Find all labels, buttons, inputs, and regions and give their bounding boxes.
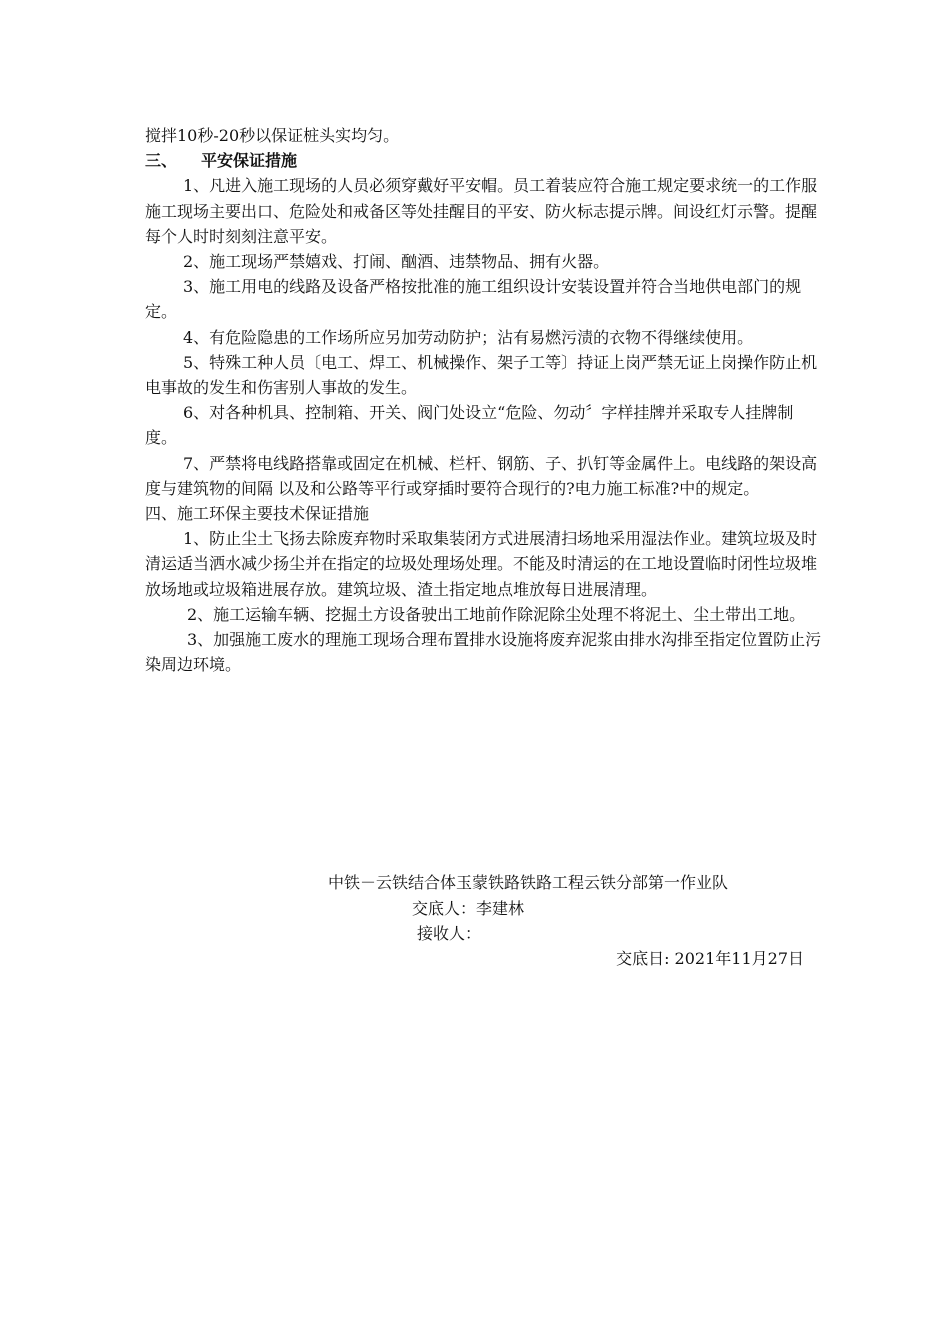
safety-item-7: 7、严禁将电线路搭靠或固定在机械、栏杆、钢筋、子、扒钉等金属件上。电线路的架设高度与建筑物的间隔 以及和公路等平行或穿插时要符合现行的?电力施工标准?中的规定。: [145, 453, 818, 498]
safety-item-1: 1、凡进入施工现场的人员必须穿戴好平安帽。员工着装应符合施工规定要求统一的工作服施工现场主要出口、危险处和戒备区等处挂醒目的平安、防火标志提示牌。间设红灯示警。提醒每个人时时刻刻注意平安。: [145, 176, 818, 246]
safety-item-2: 2、施工现场严禁嬉戏、打闹、酗酒、违禁物品、拥有火器。: [183, 252, 610, 272]
env-item-1: 1、防止尘土飞扬去除废弃物时采取集装闭方式进展清扫场地采用湿法作业。建筑垃圾及时清运适当洒水减少扬尘并在指定的垃圾处理场处理。不能及时清运的在工地设置临时闭性垃圾堆放场地或垃圾箱进展存放。建筑垃圾、渣土指定地点堆放每日进展清理。: [145, 529, 818, 599]
env-item-2: 2、施工运输车辆、挖掘土方设备驶出工地前作除泥除尘处理不将泥土、尘土带出工地。: [187, 604, 806, 624]
section-4-heading: 四、施工环保主要技术保证措施: [145, 504, 370, 524]
safety-item-5: 5、特殊工种人员〔电工、焊工、机械操作、架子工等〕持证上岗严禁无证上岗操作防止机电事故的发生和伤害别人事故的发生。: [145, 352, 818, 398]
section-3-heading: [145, 148, 825, 173]
signature-date: 交底日: 2021年11月27日: [616, 949, 804, 968]
section-3-number: 三、: [145, 151, 178, 171]
signature-receiver: 接收人：: [417, 924, 482, 943]
document-body: [145, 123, 825, 677]
section-3-title: 平安保证措施: [201, 151, 298, 171]
safety-item-4: 4、有危险隐患的工作场所应另加劳动防护；沾有易燃污渍的衣物不得继续使用。: [183, 327, 754, 347]
env-item-3: 3、加强施工废水的理施工现场合理布置排水设施将废弃泥浆由排水沟排至指定位置防止污染周边环境。: [145, 630, 822, 675]
safety-item-3: 3、施工用电的线路及设备严格按批准的施工组织设计安装设置并符合当地供电部门的规定。: [145, 277, 802, 322]
signature-organization: 中铁－云铁结合体玉蒙铁路铁路工程云铁分部第一作业队: [328, 873, 729, 892]
safety-item-6: 6、对各种机具、控制箱、开关、阀门处设立“危险、勿动〞字样挂牌并采取专人挂牌制度。: [145, 403, 794, 448]
signature-giver: 交底人：李建林: [412, 899, 525, 918]
intro-line: 搅拌10秒-20秒以保证桩头实均匀。: [145, 126, 400, 145]
